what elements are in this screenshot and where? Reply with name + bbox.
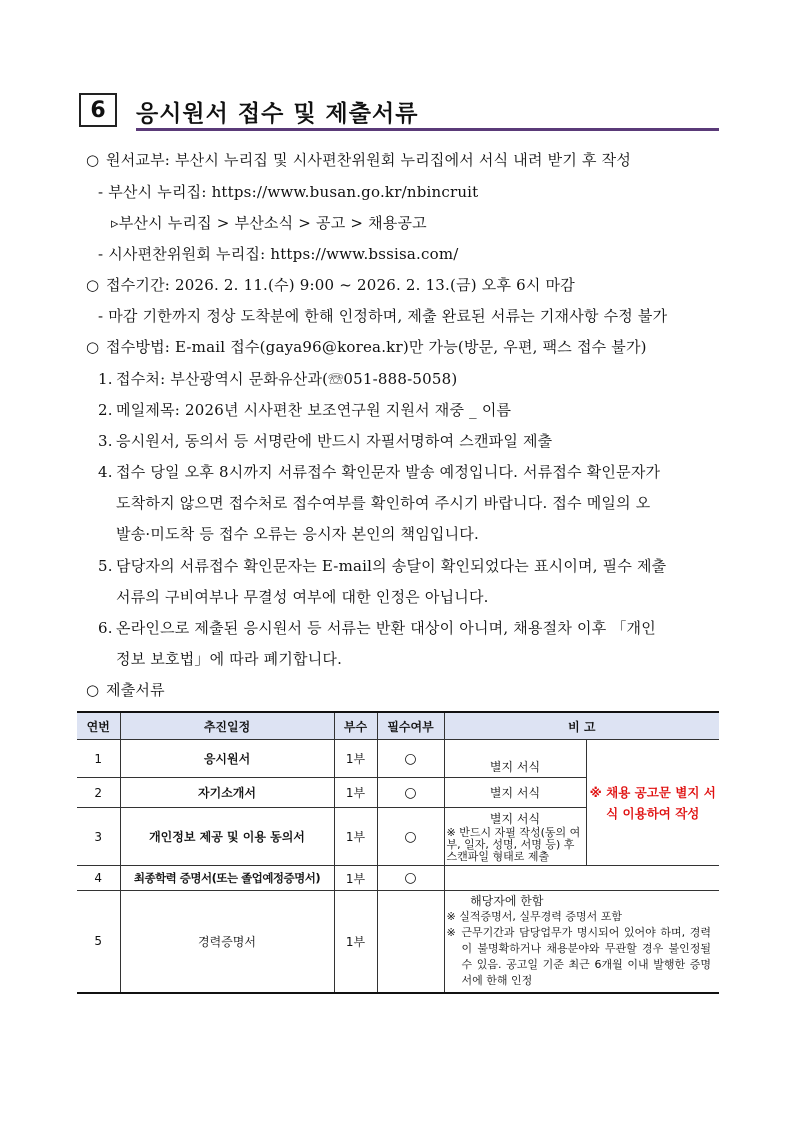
circle-bullet: ○ (86, 338, 100, 356)
cell-required: ○ (377, 740, 444, 778)
cell-item: 응시원서 (120, 740, 334, 778)
line-bssisa-site: - 시사편찬위원회 누리집: https://www.bssisa.com/ (98, 245, 459, 263)
cell-no: 5 (77, 891, 120, 993)
section-number: 6 (79, 93, 117, 127)
cell-remark: 별지 서식 (444, 778, 586, 808)
cell-count: 1부 (334, 808, 377, 866)
item-text: 온라인으로 제출된 응시원서 등 서류는 반환 대상이 아니며, 채용절차 이후 「개인 (116, 619, 656, 637)
section-underline (136, 128, 719, 131)
cell-no: 2 (77, 778, 120, 808)
cell-required: ○ (377, 866, 444, 891)
item-number: 3. (98, 432, 113, 450)
line-method (86, 337, 647, 357)
header-count: 부수 (334, 712, 377, 740)
header-no: 연번 (77, 712, 120, 740)
item-text: 담당자의 서류접수 확인문자는 E-mail의 송달이 확인되었다는 표시이며, 필수 제출 (116, 557, 667, 575)
cell-item: 경력증명서 (120, 891, 334, 993)
item-text: 응시원서, 동의서 등 서명란에 반드시 자필서명하여 스캔파일 제출 (116, 432, 553, 450)
header-required: 필수여부 (377, 712, 444, 740)
cell-remark (444, 808, 586, 866)
numbered-item-4-cont: 도착하지 않으면 접수처로 접수여부를 확인하여 주시기 바랍니다. 접수 메일의 오 (116, 494, 651, 512)
item-number: 6. (98, 619, 113, 637)
cell-required: ○ (377, 778, 444, 808)
item-number: 2. (98, 401, 113, 419)
cell-no: 1 (77, 740, 120, 778)
line-busan-site: - 부산시 누리집: https://www.busan.go.kr/nbincruit (98, 183, 479, 201)
cell-count: 1부 (334, 866, 377, 891)
item-text: 접수처: 부산광역시 문화유산과(☏051-888-5058) (116, 370, 458, 388)
cell-remark-empty (444, 866, 719, 891)
numbered-item-4 (98, 462, 660, 482)
section-title: 응시원서 접수 및 제출서류 (136, 101, 419, 127)
merged-remark-note (586, 740, 719, 866)
remark-main: 별지 서식 (489, 812, 541, 826)
numbered-item-5 (98, 556, 666, 576)
cell-no: 4 (77, 866, 120, 891)
cell-remark (444, 891, 719, 993)
line-text: 접수방법: E-mail 접수(gaya96@korea.kr)만 가능(방문, 우편, 팩스 접수 불가) (106, 338, 647, 356)
numbered-item-6-cont: 정보 보호법」에 따라 폐기합니다. (116, 650, 343, 668)
circle-bullet: ○ (86, 276, 100, 294)
table-row (77, 866, 719, 891)
circle-bullet: ○ (86, 681, 100, 699)
table-header-row (77, 712, 719, 740)
numbered-item-6 (98, 618, 656, 638)
table-row (77, 740, 719, 778)
table-row (77, 891, 719, 993)
cell-required (377, 891, 444, 993)
cell-no: 3 (77, 808, 120, 866)
item-number: 5. (98, 557, 113, 575)
line-text: 접수기간: 2026. 2. 11.(수) 9:00 ~ 2026. 2. 13.(금) 오후 6시 마감 (106, 276, 575, 294)
numbered-item-1 (98, 369, 457, 389)
remark-main: 해당자에 한함 (470, 894, 544, 909)
header-remark: 비 고 (444, 712, 719, 740)
remark-note: ※ 근무기간과 담당업무가 명시되어 있어야 하며, 경력이 불명확하거나 채용분야와 무관할 경우 불인정될 수 있음. 공고일 기준 최근 6개월 이내 발행한 증명서에 한해 인정 (446, 926, 711, 988)
line-text: 제출서류 (106, 681, 165, 699)
line-documents (86, 680, 165, 700)
cell-count: 1부 (334, 891, 377, 993)
cell-item: 개인정보 제공 및 이용 동의서 (120, 808, 334, 866)
circle-bullet: ○ (86, 151, 100, 169)
documents-table (77, 711, 719, 994)
item-number: 4. (98, 463, 113, 481)
line-period (86, 275, 575, 295)
line-deadline-note: - 마감 기한까지 정상 도착분에 한해 인정하며, 제출 완료된 서류는 기재사항 수정 불가 (98, 307, 668, 325)
numbered-item-5-cont: 서류의 구비여부나 무결성 여부에 대한 인정은 아닙니다. (116, 588, 489, 606)
item-text: 메일제목: 2026년 시사편찬 보조연구원 지원서 재중 _ 이름 (116, 401, 512, 419)
cell-item: 최종학력 증명서(또는 졸업예정증명서) (120, 866, 334, 891)
cell-count: 1부 (334, 778, 377, 808)
remark-note: ※ 반드시 자필 작성(동의 여부, 일자, 성명, 서명 등) 후 스캔파일 형태로 제출 (446, 826, 581, 863)
remark-note: ※ 실적증명서, 실무경력 증명서 포함 (446, 910, 622, 924)
section-header (79, 93, 719, 131)
numbered-item-2 (98, 400, 511, 420)
item-number: 1. (98, 370, 113, 388)
cell-count: 1부 (334, 740, 377, 778)
item-text: 접수 당일 오후 8시까지 서류접수 확인문자 발송 예정입니다. 서류접수 확인문자가 (116, 463, 661, 481)
header-item: 추진일정 (120, 712, 334, 740)
cell-required: ○ (377, 808, 444, 866)
numbered-item-4-cont: 발송·미도착 등 접수 오류는 응시자 본인의 책임입니다. (116, 525, 479, 543)
cell-item: 자기소개서 (120, 778, 334, 808)
line-text: 원서교부: 부산시 누리집 및 시사편찬위원회 누리집에서 서식 내려 받기 후 작성 (106, 151, 632, 169)
line-busan-path: ▹부산시 누리집 > 부산소식 > 공고 > 채용공고 (111, 214, 427, 232)
line-application-form (86, 150, 631, 170)
merged-note-text: ※ 채용 공고문 별지 서식 이용하여 작성 (589, 784, 716, 821)
cell-remark: 별지 서식 (444, 740, 586, 778)
numbered-item-3 (98, 431, 552, 451)
